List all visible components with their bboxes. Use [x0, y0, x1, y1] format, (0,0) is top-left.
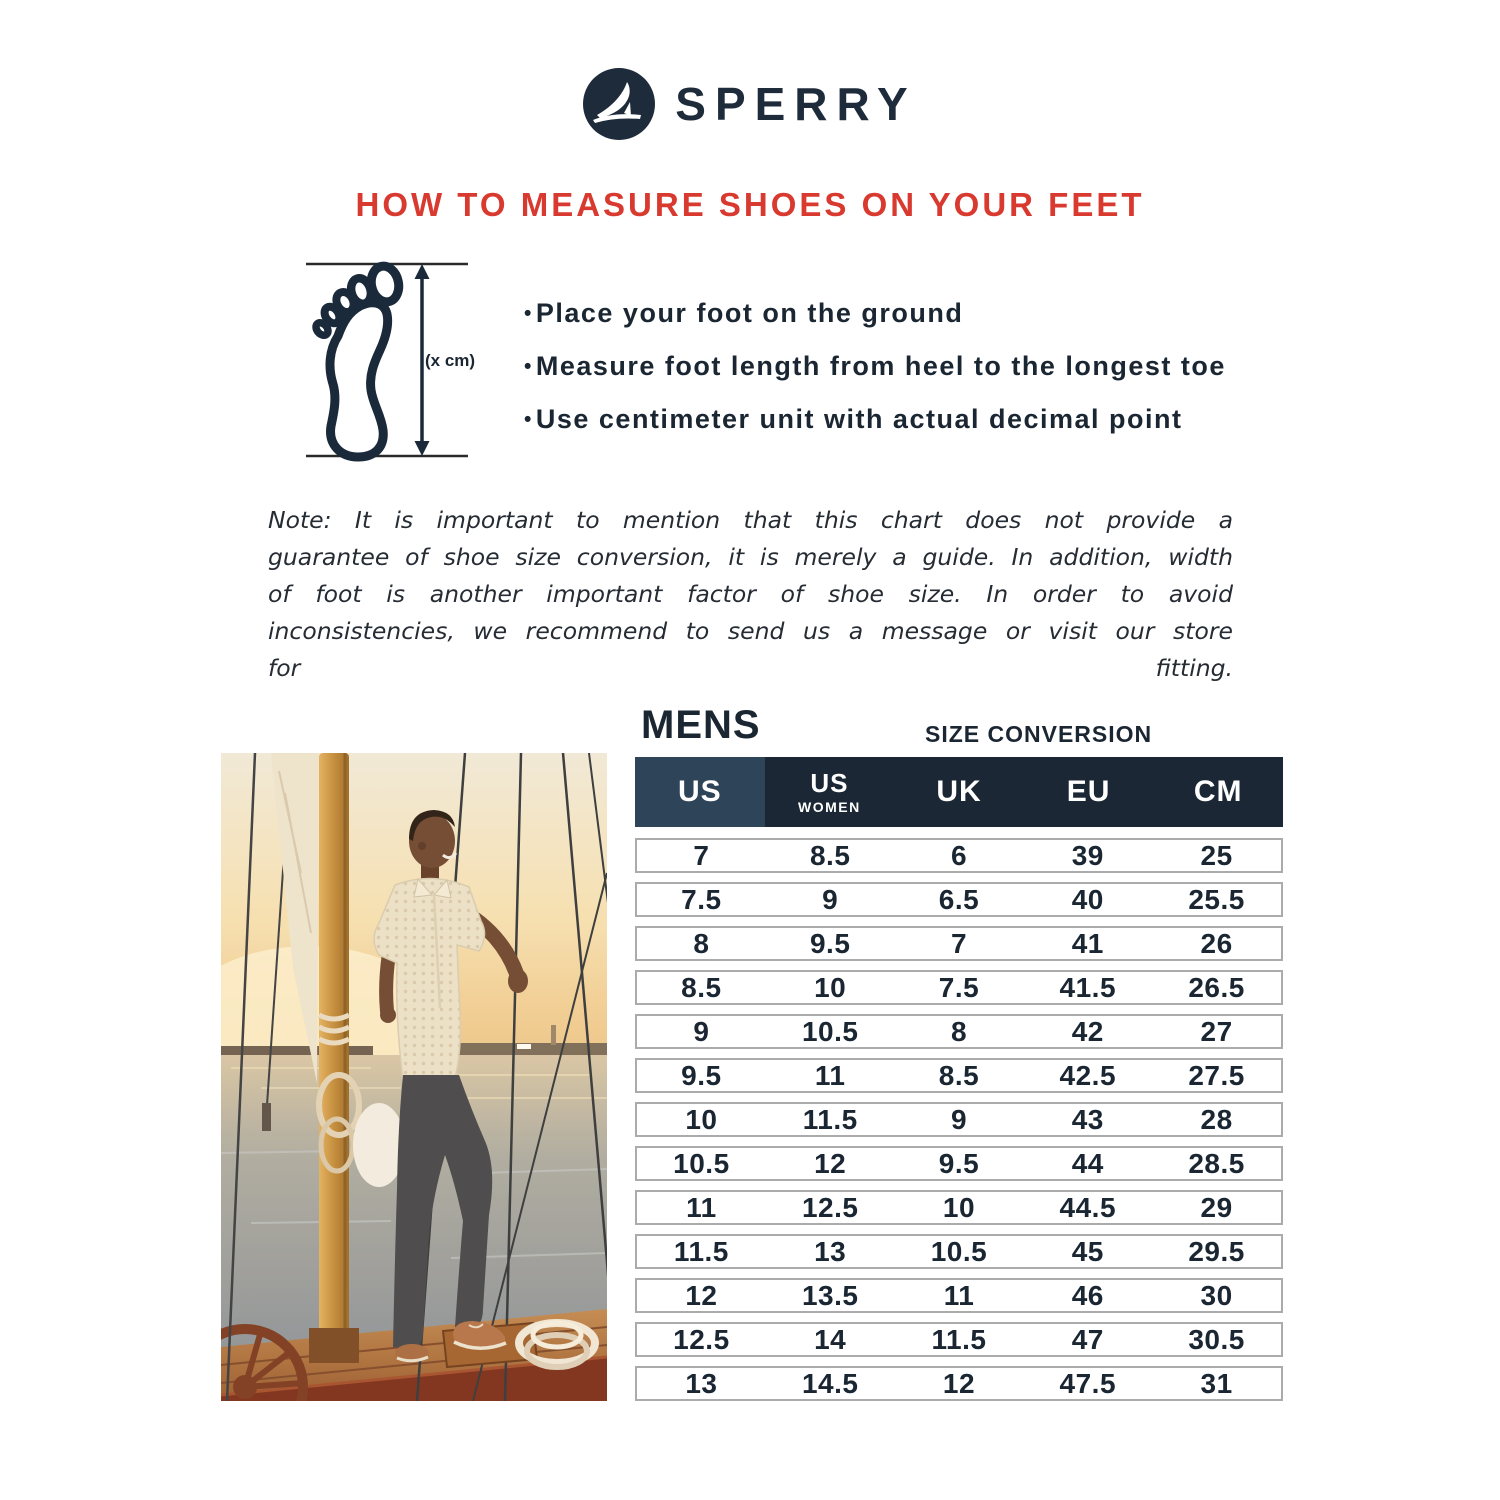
table-cell: 47: [1071, 1323, 1104, 1355]
table-cell: 39: [1071, 839, 1104, 871]
table-cell: 8.5: [681, 971, 722, 1003]
table-cell: 6: [950, 839, 968, 871]
table-cell: 9.5: [938, 1147, 980, 1179]
table-cell: 43: [1071, 1103, 1104, 1135]
table-cell: 9: [822, 883, 839, 915]
table-cell: 9: [950, 1103, 968, 1135]
header-cell-us: US: [635, 757, 765, 827]
note-text: Note: It is important to mention that this chart does not provide a guarantee of shoe size conversion, it is merely a guide. In addition, width of foot is another important factor of shoe size. In order to avoid inconsistencies, we recommend to send us a message or visit our store for fitting.: [268, 506, 1233, 682]
table-cell: 27.5: [1188, 1059, 1245, 1091]
table-row: [635, 1146, 1283, 1181]
table-cell: 13: [814, 1235, 847, 1267]
measure-label: (x cm): [425, 351, 476, 370]
table-cell: 25: [1200, 839, 1233, 871]
table-row: [635, 882, 1283, 917]
sperry-sailboat-icon: [583, 68, 655, 140]
table-cell: 6.5: [938, 883, 980, 915]
table-cell: 8.5: [809, 839, 851, 871]
table-row: [635, 1102, 1283, 1137]
table-cell: 40: [1071, 883, 1104, 915]
sailing-photo: [221, 753, 607, 1401]
table-cell: 8: [693, 927, 710, 959]
table-cell: 12.5: [673, 1323, 730, 1355]
table-cell: 8: [950, 1015, 968, 1047]
table-row: [635, 1322, 1283, 1357]
header-cell-eu: EU: [1066, 775, 1111, 808]
table-row: [635, 926, 1283, 961]
table-cell: 29.5: [1188, 1235, 1245, 1267]
table-row: [635, 1014, 1283, 1049]
header-cell-us-women: US WOMEN: [798, 768, 861, 815]
table-cell: 13: [685, 1367, 718, 1399]
instruction-item: • Use centimeter unit with actual decimal point: [524, 393, 1234, 446]
table-cell: 44: [1071, 1147, 1104, 1179]
mens-label: MENS: [641, 703, 761, 747]
table-cell: 7.5: [681, 883, 722, 915]
table-cell: 12.5: [801, 1191, 859, 1223]
table-cell: 41: [1071, 927, 1104, 959]
table-cell: 9.5: [809, 927, 851, 959]
table-cell: 12: [685, 1279, 718, 1311]
table-cell: 27: [1200, 1015, 1233, 1047]
header-cell-cm: CM: [1193, 775, 1243, 808]
table-cell: 31: [1200, 1367, 1233, 1399]
table-cell: 10: [942, 1191, 976, 1223]
table-cell: 11.5: [673, 1235, 729, 1267]
page-title: HOW TO MEASURE SHOES ON YOUR FEET: [355, 186, 1145, 223]
table-cell: 14: [814, 1323, 847, 1355]
table-cell: 10.5: [673, 1147, 730, 1179]
table-cell: 7: [693, 839, 710, 871]
table-cell: 8.5: [938, 1059, 980, 1091]
table-row: [635, 1366, 1283, 1401]
table-cell: 12: [814, 1147, 847, 1179]
table-row: [635, 970, 1283, 1005]
table-cell: 25.5: [1188, 883, 1245, 915]
table-cell: 26: [1200, 927, 1233, 959]
table-cell: 9.5: [681, 1059, 722, 1091]
instruction-item: • Measure foot length from heel to the longest toe: [524, 340, 1234, 393]
foot-measure-diagram: [288, 250, 488, 470]
table-cell: 42: [1071, 1015, 1104, 1047]
table-cell: 9: [693, 1015, 710, 1047]
table-cell: 26.5: [1188, 971, 1245, 1003]
brand-logo: [0, 68, 1500, 140]
instruction-item: • Place your foot on the ground: [524, 287, 1234, 340]
table-row: [635, 838, 1283, 873]
brand-name: SPERRY: [675, 78, 917, 130]
table-cell: 11.5: [931, 1323, 987, 1355]
table-cell: 44.5: [1059, 1191, 1117, 1223]
table-cell: 47.5: [1059, 1367, 1117, 1399]
size-table-body: [635, 838, 1283, 1410]
table-cell: 28: [1200, 1103, 1233, 1135]
table-cell: 45: [1071, 1235, 1104, 1267]
table-row: [635, 1234, 1283, 1269]
table-cell: 11: [943, 1279, 975, 1311]
header-cell-uk: UK: [936, 775, 982, 808]
table-cell: 30: [1200, 1279, 1233, 1311]
table-cell: 10: [685, 1103, 718, 1135]
table-cell: 11: [814, 1059, 846, 1091]
table-row: [635, 1058, 1283, 1093]
table-cell: 12: [942, 1367, 976, 1399]
instructions-list: [524, 287, 1234, 446]
foot-icon: [314, 264, 402, 457]
table-cell: 30.5: [1188, 1323, 1245, 1355]
table-cell: 10.5: [801, 1015, 859, 1047]
table-cell: 7: [950, 927, 968, 959]
table-cell: 41.5: [1059, 971, 1117, 1003]
table-cell: 11: [686, 1191, 717, 1223]
table-cell: 10: [814, 971, 847, 1003]
table-cell: 7.5: [938, 971, 980, 1003]
table-cell: 29: [1200, 1191, 1233, 1223]
table-cell: 46: [1071, 1279, 1104, 1311]
table-row: [635, 1190, 1283, 1225]
table-cell: 10.5: [930, 1235, 988, 1267]
table-cell: 28.5: [1188, 1147, 1245, 1179]
size-table-header: [635, 757, 1283, 827]
table-cell: 14.5: [801, 1367, 859, 1399]
table-cell: 11.5: [802, 1103, 858, 1135]
table-row: [635, 1278, 1283, 1313]
size-conversion-label: SIZE CONVERSION: [925, 721, 1153, 747]
table-cell: 13.5: [801, 1279, 859, 1311]
table-cell: 42.5: [1059, 1059, 1117, 1091]
